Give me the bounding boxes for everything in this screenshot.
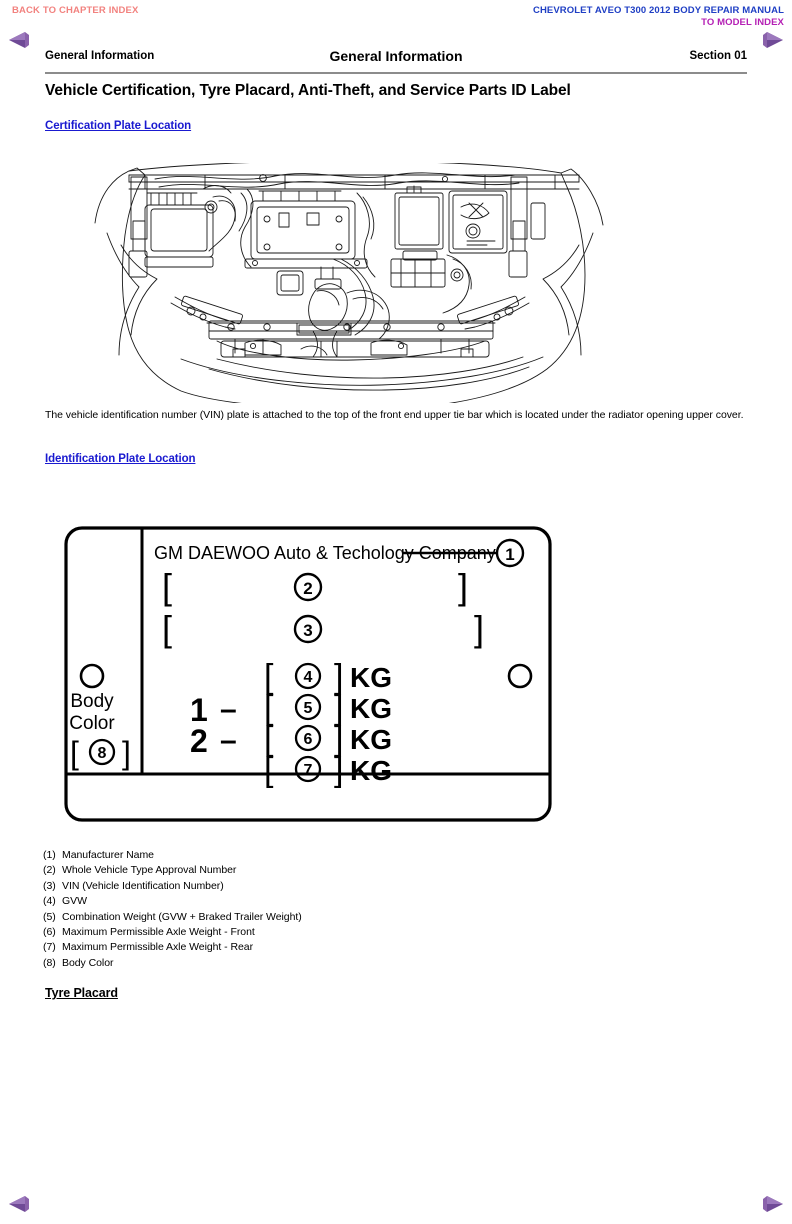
arrow-right-icon xyxy=(760,1194,786,1214)
row6-bracket-close: ] xyxy=(334,720,344,758)
running-head-center: General Information xyxy=(329,48,463,64)
row4-bracket-open: [ xyxy=(264,658,274,696)
legend-number: (1) xyxy=(43,849,56,861)
legend-label: Manufacturer Name xyxy=(62,849,154,861)
row7-unit: KG xyxy=(350,755,392,786)
axle-2-number: 2 xyxy=(190,723,208,759)
legend-number: (6) xyxy=(43,926,56,939)
legend-label: Whole Vehicle Type Approval Number xyxy=(62,864,237,877)
callout-6-number: 6 xyxy=(303,731,313,748)
running-head-left: General Information xyxy=(45,50,155,62)
page-title: Vehicle Certification, Tyre Placard, Anti-Theft, and Service Parts ID Label xyxy=(45,82,571,99)
legend-label: Maximum Permissible Axle Weight - Rear xyxy=(62,941,254,954)
vin-description-paragraph: The vehicle identification number (VIN) plate is attached to the top of the front end upper tie bar which is located under the radiator opening upper cover. xyxy=(45,409,744,421)
legend-label: Combination Weight (GVW + Braked Trailer Weight) xyxy=(62,910,302,923)
row6-unit: KG xyxy=(350,724,392,755)
tyre-placard-heading: Tyre Placard xyxy=(45,986,118,1000)
list-item xyxy=(43,879,302,894)
body-color-label-line2: Color xyxy=(69,713,115,734)
header-divider xyxy=(45,72,747,74)
legend-number: (8) xyxy=(43,956,56,969)
row7-bracket-close: ] xyxy=(334,751,344,789)
callout-7-number: 7 xyxy=(303,762,313,779)
row3-bracket-close: ] xyxy=(474,608,485,649)
legend-number: (5) xyxy=(43,910,56,923)
legend-label: GVW xyxy=(62,895,87,908)
legend-number: (4) xyxy=(43,895,56,908)
row7-bracket-open: [ xyxy=(264,751,274,789)
previous-page-arrow-bottom[interactable] xyxy=(6,1194,32,1214)
callout-8-number: 8 xyxy=(97,745,107,762)
axle-2-dash: – xyxy=(220,724,237,757)
list-item xyxy=(43,894,302,909)
manual-title-label: CHEVROLET AVEO T300 2012 BODY REPAIR MANUAL xyxy=(533,5,784,16)
row4-bracket-close: ] xyxy=(334,658,344,696)
identification-plate-drawing xyxy=(62,524,554,824)
arrow-left-icon xyxy=(6,30,32,50)
callout-5-number: 5 xyxy=(303,700,313,717)
callout-1-number: 1 xyxy=(505,545,515,564)
document-nav-header xyxy=(0,0,792,34)
row4-unit: KG xyxy=(350,662,392,693)
certification-plate-location-link[interactable]: Certification Plate Location xyxy=(45,120,192,132)
list-item xyxy=(43,940,302,955)
row5-unit: KG xyxy=(350,693,392,724)
legend-label: VIN (Vehicle Identification Number) xyxy=(62,879,224,892)
list-item xyxy=(43,848,302,863)
axle-1-dash: – xyxy=(220,693,237,726)
arrow-right-icon xyxy=(760,30,786,50)
plate-manufacturer-text: GM DAEWOO Auto & Techology Company xyxy=(154,543,496,563)
legend-number: (2) xyxy=(43,864,56,877)
callout-2-number: 2 xyxy=(303,579,313,598)
list-item xyxy=(43,863,302,878)
axle-1-number: 1 xyxy=(190,692,208,728)
row2-bracket-close: ] xyxy=(458,566,469,607)
identification-plate-location-link[interactable]: Identification Plate Location xyxy=(45,453,196,465)
list-item xyxy=(43,910,302,925)
legend-label: Maximum Permissible Axle Weight - Front xyxy=(62,926,255,939)
previous-page-arrow-top[interactable] xyxy=(6,30,32,50)
list-item xyxy=(43,956,302,971)
engine-compartment-line-drawing xyxy=(85,163,615,403)
row8-bracket-open: [ xyxy=(70,735,79,771)
callout-4-number: 4 xyxy=(303,669,313,686)
engine-compartment-figure xyxy=(85,163,615,403)
row5-bracket-close: ] xyxy=(334,689,344,727)
running-head xyxy=(45,50,747,70)
next-page-arrow-top[interactable] xyxy=(760,30,786,50)
to-model-index-link[interactable]: TO MODEL INDEX xyxy=(701,17,784,28)
identification-plate-figure xyxy=(62,524,554,824)
arrow-left-icon xyxy=(6,1194,32,1214)
row6-bracket-open: [ xyxy=(264,720,274,758)
next-page-arrow-bottom[interactable] xyxy=(760,1194,786,1214)
row8-bracket-close: ] xyxy=(122,735,131,771)
callout-legend-list xyxy=(43,848,302,971)
row3-bracket-open: [ xyxy=(162,608,173,649)
callout-3-number: 3 xyxy=(303,621,313,640)
row2-bracket-open: [ xyxy=(162,566,173,607)
body-color-label-line1: Body xyxy=(70,691,114,712)
legend-number: (7) xyxy=(43,941,56,954)
running-head-right: Section 01 xyxy=(689,50,747,62)
legend-number: (3) xyxy=(43,879,56,892)
legend-label: Body Color xyxy=(62,956,114,969)
list-item xyxy=(43,925,302,940)
row5-bracket-open: [ xyxy=(264,689,274,727)
back-to-chapter-index-link[interactable]: BACK TO CHAPTER INDEX xyxy=(12,5,139,16)
